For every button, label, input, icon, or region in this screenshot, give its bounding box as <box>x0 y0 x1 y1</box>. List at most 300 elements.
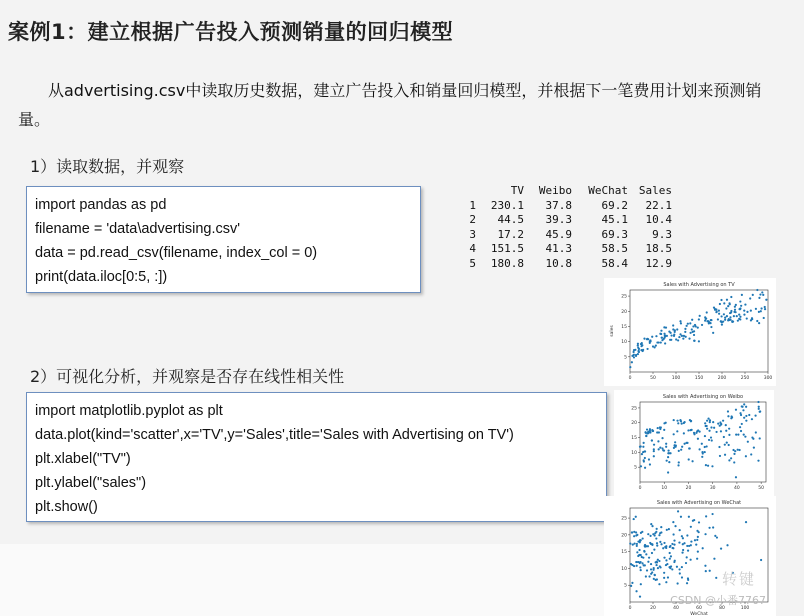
data-point <box>656 528 658 530</box>
data-point <box>673 334 675 336</box>
data-point <box>745 415 747 417</box>
data-point <box>655 564 657 566</box>
data-point <box>690 544 692 546</box>
data-point <box>765 299 767 301</box>
data-point <box>728 434 730 436</box>
data-point <box>667 471 669 473</box>
data-point <box>713 427 715 429</box>
data-point <box>680 449 682 451</box>
data-point <box>742 409 744 411</box>
data-point <box>697 551 699 553</box>
data-point <box>636 534 638 536</box>
data-point <box>723 313 725 315</box>
x-tick-label: 40 <box>673 606 679 611</box>
data-point <box>697 536 699 538</box>
data-point <box>650 543 652 545</box>
data-point <box>710 436 712 438</box>
data-point <box>745 455 747 457</box>
data-point <box>649 340 651 342</box>
data-point <box>668 528 670 530</box>
table-cell: 4 <box>469 242 476 256</box>
plot-title: Sales with Advertising on WeChat <box>656 500 742 506</box>
data-point <box>740 414 742 416</box>
data-point <box>668 331 670 333</box>
data-point <box>705 464 707 466</box>
data-point <box>658 583 660 585</box>
x-tick-label: 250 <box>740 376 750 381</box>
data-point <box>757 460 759 462</box>
data-point <box>743 403 745 405</box>
data-point <box>661 437 663 439</box>
data-point <box>630 585 632 587</box>
data-point <box>737 433 739 435</box>
data-point <box>643 550 645 552</box>
data-point <box>667 576 669 578</box>
data-point <box>726 441 728 443</box>
data-point <box>698 531 700 533</box>
data-preview-table <box>456 184 672 272</box>
data-point <box>686 325 688 327</box>
data-point <box>642 446 644 448</box>
step-2-label: 2）可视化分析，并观察是否存在线性相关性 <box>30 367 345 386</box>
data-point <box>640 349 642 351</box>
data-point <box>720 299 722 301</box>
data-point <box>759 437 761 439</box>
data-point <box>723 302 725 304</box>
data-point <box>720 430 722 432</box>
x-tick-label: 0 <box>638 486 642 491</box>
data-point <box>683 443 685 445</box>
data-point <box>660 531 662 533</box>
data-point <box>696 430 698 432</box>
slide-title: 案例1：建立根据广告投入预测销量的回归模型 <box>8 20 454 44</box>
table-row <box>456 199 672 214</box>
data-point <box>724 319 726 321</box>
data-point <box>726 544 728 546</box>
data-point <box>747 441 749 443</box>
data-point <box>681 566 683 568</box>
overlay-text: 转键 <box>722 570 757 588</box>
data-point <box>739 318 741 320</box>
table-cell: 69.2 <box>601 198 628 212</box>
data-point <box>751 317 753 319</box>
data-point <box>762 294 764 296</box>
data-point <box>743 314 745 316</box>
data-point <box>637 344 639 346</box>
data-point <box>631 361 633 363</box>
data-point <box>730 296 732 298</box>
table-cell: 41.3 <box>545 242 572 256</box>
table-cell: 45.1 <box>601 213 628 227</box>
data-point <box>679 572 681 574</box>
data-point <box>647 533 649 535</box>
table-cell: 230.1 <box>490 198 524 212</box>
data-point <box>637 353 639 355</box>
data-point <box>681 535 683 537</box>
data-point <box>681 576 683 578</box>
plot-title: Sales with Advertising on Weibo <box>662 394 744 400</box>
y-tick-label: 5 <box>634 465 637 471</box>
data-point <box>654 574 656 576</box>
data-point <box>687 323 689 325</box>
data-point <box>698 521 700 523</box>
data-point <box>653 450 655 452</box>
data-point <box>632 351 634 353</box>
data-point <box>718 313 720 315</box>
data-point <box>659 566 661 568</box>
table-header-row <box>456 184 672 199</box>
data-point <box>677 510 679 512</box>
x-tick-label: 200 <box>717 376 727 381</box>
data-point <box>711 513 713 515</box>
code-line: import pandas as pd <box>35 197 167 213</box>
data-point <box>725 307 727 309</box>
data-point <box>726 315 728 317</box>
data-point <box>691 319 693 321</box>
data-point <box>739 426 741 428</box>
table-cell: 1 <box>469 198 476 212</box>
data-point <box>686 556 688 558</box>
table-row <box>456 228 672 243</box>
data-point <box>639 539 641 541</box>
data-point <box>714 535 716 537</box>
y-tick-label: 25 <box>631 406 637 412</box>
data-point <box>705 570 707 572</box>
data-point <box>706 425 708 427</box>
data-point <box>656 542 658 544</box>
data-point <box>708 439 710 441</box>
data-point <box>687 579 689 581</box>
data-point <box>651 336 653 338</box>
data-point <box>679 333 681 335</box>
data-point <box>678 568 680 570</box>
data-point <box>643 564 645 566</box>
data-point <box>633 531 635 533</box>
data-point <box>706 311 708 313</box>
data-point <box>669 552 671 554</box>
data-point <box>678 450 680 452</box>
data-point <box>633 535 635 537</box>
data-point <box>642 537 644 539</box>
data-point <box>724 317 726 319</box>
data-point <box>755 308 757 310</box>
data-point <box>722 420 724 422</box>
data-point <box>669 339 671 341</box>
x-tick-label: 80 <box>719 606 725 611</box>
x-tick-label: 0 <box>628 376 632 381</box>
data-point <box>688 516 690 518</box>
data-point <box>708 430 710 432</box>
data-point <box>732 449 734 451</box>
data-point <box>652 345 654 347</box>
y-tick-label: 25 <box>621 294 627 300</box>
data-point <box>663 572 665 574</box>
data-point <box>631 531 633 533</box>
data-point <box>657 427 659 429</box>
data-point <box>720 315 722 317</box>
step-1-label: 1）读取数据，并观察 <box>30 157 185 176</box>
data-point <box>701 451 703 453</box>
data-point <box>656 578 658 580</box>
data-point <box>712 421 714 423</box>
x-tick-label: 100 <box>671 376 681 381</box>
data-point <box>675 338 677 340</box>
table-cell: 58.4 <box>601 256 628 270</box>
data-point <box>661 337 663 339</box>
data-point <box>659 447 661 449</box>
data-point <box>764 306 766 308</box>
data-point <box>673 539 675 541</box>
data-point <box>665 327 667 329</box>
data-point <box>666 335 668 337</box>
data-point <box>691 429 693 431</box>
code-line: data.plot(kind='scatter',x='TV',y='Sales',title='Sales with Advertising on TV') <box>35 427 514 443</box>
table-cell: 39.3 <box>545 213 572 227</box>
data-point <box>739 300 741 302</box>
data-point <box>647 561 649 563</box>
data-point <box>648 458 650 460</box>
data-point <box>706 445 708 447</box>
data-point <box>672 324 674 326</box>
data-point <box>704 446 706 448</box>
data-point <box>684 328 686 330</box>
y-tick-label: 5 <box>624 583 627 589</box>
data-point <box>629 366 631 368</box>
data-point <box>665 559 667 561</box>
data-point <box>661 447 663 449</box>
data-point <box>686 534 688 536</box>
data-point <box>697 438 699 440</box>
y-tick-label: 10 <box>631 450 637 456</box>
data-point <box>677 422 679 424</box>
data-point <box>686 545 688 547</box>
data-point <box>699 315 701 317</box>
y-tick-label: 20 <box>621 533 627 539</box>
data-point <box>728 444 730 446</box>
data-point <box>680 322 682 324</box>
data-point <box>682 549 684 551</box>
data-point <box>717 318 719 320</box>
table-header-cell: WeChat <box>588 184 628 197</box>
data-point <box>644 457 646 459</box>
data-point <box>727 410 729 412</box>
data-point <box>676 566 678 568</box>
data-point <box>701 443 703 445</box>
data-point <box>669 545 671 547</box>
data-point <box>651 439 653 441</box>
data-point <box>660 341 662 343</box>
y-tick-label: 15 <box>621 324 627 330</box>
data-point <box>735 433 737 435</box>
data-point <box>727 415 729 417</box>
data-point <box>741 405 743 407</box>
data-point <box>665 446 667 448</box>
data-point <box>689 332 691 334</box>
x-tick-label: 300 <box>763 376 773 381</box>
data-point <box>678 541 680 543</box>
data-point <box>635 355 637 357</box>
table-cell: 45.9 <box>545 227 572 241</box>
data-point <box>674 525 676 527</box>
scatter-plot-weibo <box>614 390 774 496</box>
data-point <box>690 420 692 422</box>
data-point <box>646 348 648 350</box>
data-point <box>685 442 687 444</box>
data-point <box>712 332 714 334</box>
data-point <box>667 449 669 451</box>
data-point <box>666 563 668 565</box>
data-point <box>666 460 668 462</box>
data-point <box>741 294 743 296</box>
data-point <box>633 354 635 356</box>
data-point <box>640 583 642 585</box>
data-point <box>760 307 762 309</box>
data-point <box>663 542 665 544</box>
data-point <box>643 459 645 461</box>
table-cell: 9.3 <box>652 227 672 241</box>
data-point <box>709 570 711 572</box>
data-point <box>671 543 673 545</box>
data-point <box>671 568 673 570</box>
data-point <box>690 540 692 542</box>
code-block-plot <box>26 392 607 522</box>
y-tick-label: 15 <box>621 550 627 556</box>
data-point <box>709 419 711 421</box>
data-point <box>651 552 653 554</box>
data-point <box>645 575 647 577</box>
table-cell: 17.2 <box>497 227 524 241</box>
data-point <box>679 529 681 531</box>
code-line: filename = 'data\advertising.csv' <box>35 221 241 237</box>
data-point <box>707 417 709 419</box>
data-point <box>690 526 692 528</box>
data-point <box>724 444 726 446</box>
data-point <box>728 459 730 461</box>
data-point <box>730 310 732 312</box>
data-point <box>655 335 657 337</box>
data-point <box>681 552 683 554</box>
data-point <box>653 455 655 457</box>
data-point <box>666 529 668 531</box>
plot-title: Sales with Advertising on TV <box>663 282 735 288</box>
data-point <box>688 458 690 460</box>
intro-paragraph: 从advertising.csv中读取历史数据，建立广告投入和销量回归模型，并根据下一笔费用计划来预测销量。 <box>18 81 762 129</box>
data-point <box>728 428 730 430</box>
footer-band <box>0 544 604 616</box>
data-point <box>654 532 656 534</box>
data-point <box>759 410 761 412</box>
data-point <box>674 560 676 562</box>
data-point <box>723 436 725 438</box>
x-tick-label: 50 <box>650 376 656 381</box>
data-point <box>635 590 637 592</box>
table-cell: 151.5 <box>490 242 524 256</box>
data-point <box>704 451 706 453</box>
data-point <box>686 582 688 584</box>
table-cell: 44.5 <box>497 213 524 227</box>
data-point <box>734 306 736 308</box>
data-point <box>636 545 638 547</box>
data-point <box>647 338 649 340</box>
table-cell: 5 <box>469 256 476 270</box>
data-point <box>643 337 645 339</box>
data-point <box>705 515 707 517</box>
data-point <box>734 309 736 311</box>
data-point <box>656 545 658 547</box>
table-header-cell: Weibo <box>538 184 572 197</box>
data-point <box>682 537 684 539</box>
data-point <box>693 330 695 332</box>
data-point <box>687 429 689 431</box>
data-point <box>733 461 735 463</box>
data-point <box>698 340 700 342</box>
table-cell: 180.8 <box>490 256 524 270</box>
data-point <box>656 561 658 563</box>
data-point <box>718 446 720 448</box>
data-point <box>639 446 641 448</box>
data-point <box>665 443 667 445</box>
data-point <box>660 543 662 545</box>
data-point <box>760 310 762 312</box>
data-point <box>756 320 758 322</box>
data-point <box>733 453 735 455</box>
data-point <box>738 449 740 451</box>
code-line: print(data.iloc[0:5, :]) <box>35 269 168 285</box>
data-point <box>650 523 652 525</box>
data-point <box>743 433 745 435</box>
data-point <box>691 328 693 330</box>
data-point <box>694 539 696 541</box>
scatter-plot-tv <box>604 278 776 386</box>
data-point <box>634 349 636 351</box>
y-tick-label: 10 <box>621 566 627 572</box>
data-point <box>750 453 752 455</box>
code-block-read-data <box>26 186 421 293</box>
data-point <box>699 431 701 433</box>
y-tick-label: 25 <box>621 516 627 522</box>
data-point <box>758 408 760 410</box>
data-point <box>685 562 687 564</box>
data-point <box>667 456 669 458</box>
data-point <box>726 299 728 301</box>
data-point <box>650 568 652 570</box>
code-line: plt.ylabel("sales") <box>35 475 147 491</box>
data-point <box>759 293 761 295</box>
data-point <box>731 321 733 323</box>
table-cell: 10.4 <box>645 213 672 227</box>
data-point <box>736 315 738 317</box>
table-cell: 69.3 <box>601 227 628 241</box>
data-point <box>729 316 731 318</box>
data-point <box>701 324 703 326</box>
data-point <box>653 444 655 446</box>
data-point <box>665 422 667 424</box>
data-point <box>746 317 748 319</box>
data-point <box>701 456 703 458</box>
data-point <box>672 533 674 535</box>
data-point <box>636 561 638 563</box>
data-point <box>758 311 760 313</box>
x-axis-label: WeChat <box>690 612 708 616</box>
data-point <box>683 335 685 337</box>
data-point <box>676 420 678 422</box>
data-point <box>704 533 706 535</box>
data-point <box>683 422 685 424</box>
data-point <box>672 328 674 330</box>
data-point <box>741 423 743 425</box>
table-header-cell: TV <box>510 184 524 197</box>
data-point <box>653 549 655 551</box>
